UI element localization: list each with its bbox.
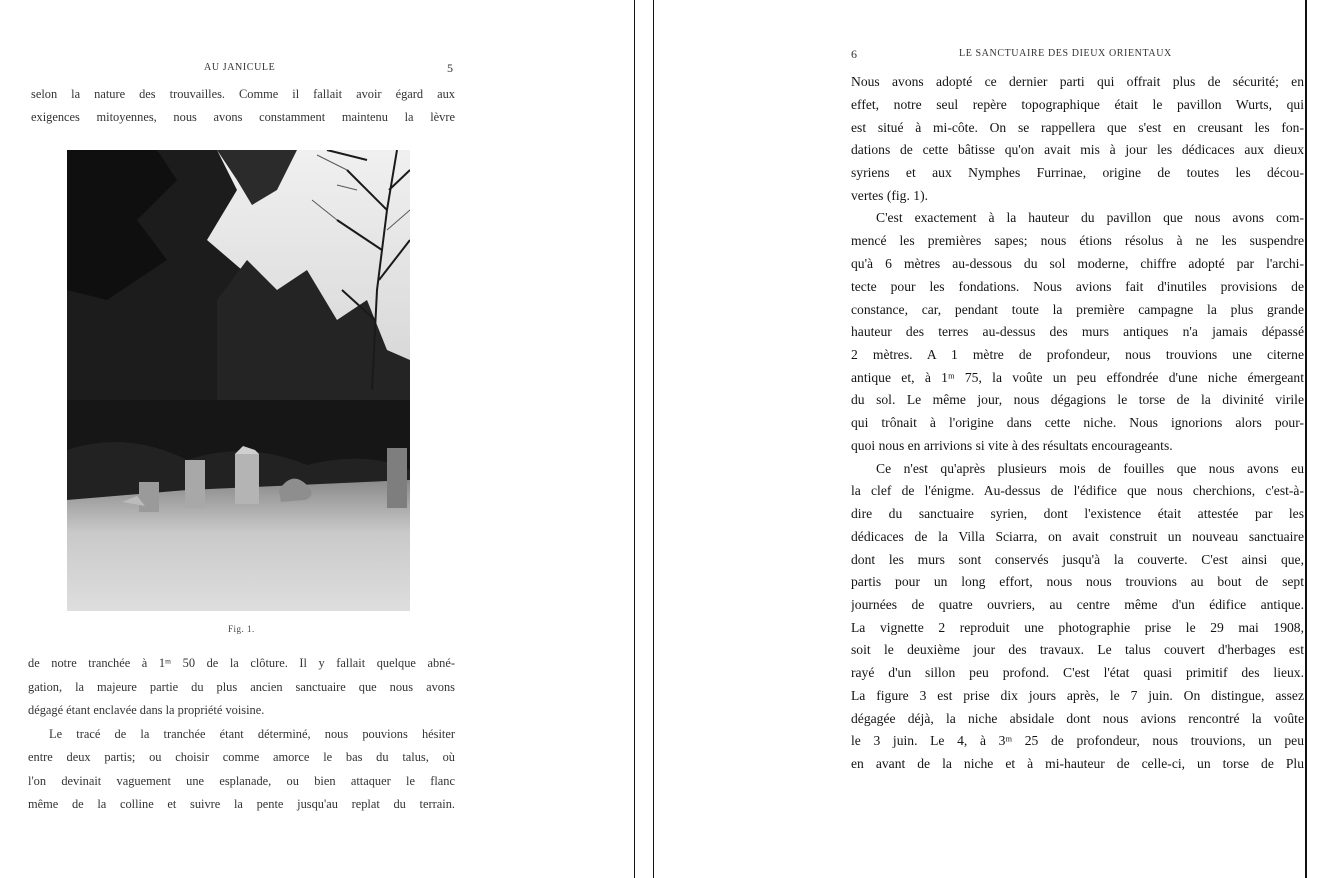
left-text-line: entre deux partis; ou choisir comme amorce le bas du talus, où (28, 750, 455, 764)
figure-caption: Fig. 1. (228, 624, 255, 634)
figure-1-photograph (67, 150, 410, 611)
right-text-line: syriens et aux Nymphes Furrinae, origine de toutes les décou- (851, 165, 1304, 180)
right-page-number: 6 (851, 47, 857, 61)
left-text-line: de notre tranchée à 1ᵐ 50 de la clôture. Il y fallait quelque abné- (28, 656, 455, 670)
right-text-line: Ce n'est qu'après plusieurs mois de fouilles que nous avons eu (876, 461, 1304, 476)
right-text-line: mencé les premières sapes; nous étions résolus à ne les suspendre (851, 233, 1304, 248)
right-text-line: dégagée déjà, la niche absidale dont nous avions rencontré la voûte (851, 711, 1304, 726)
right-text-line: tecte pour les fondations. Nous avions fait d'inutiles provisions de (851, 279, 1304, 294)
right-text-line: le 3 juin. Le 4, à 3ᵐ 25 de profondeur, nous trouvions, un peu (851, 733, 1304, 748)
right-text-line: soit le deuxième jour des travaux. Le talus couvert d'herbages est (851, 642, 1304, 657)
right-text-line: La vignette 2 reproduit une photographie prise le 29 mai 1908, (851, 620, 1304, 635)
book-gutter (635, 0, 653, 878)
right-text-line: C'est exactement à la hauteur du pavillon que nous avons com- (876, 210, 1304, 225)
right-text-line: constance, car, pendant toute la première campagne la plus grande (851, 302, 1304, 317)
right-text-line: Nous avons adopté ce dernier parti qui offrait plus de sécurité; en (851, 74, 1304, 89)
left-page (0, 0, 635, 878)
right-text-line: dations de cette bâtisse qu'on avait mis à jour les dédicaces aux dieux (851, 142, 1304, 157)
right-text-line: La figure 3 est prise dix jours après, le 7 juin. On distingue, assez (851, 688, 1304, 703)
right-text-line: vertes (fig. 1). (851, 188, 929, 203)
left-text-line: dégagé étant enclavée dans la propriété voisine. (28, 703, 265, 717)
right-text-line: dire du sanctuaire syrien, dont l'existence était attestée par les (851, 506, 1304, 521)
right-text-line: effet, notre seul repère topographique était le pavillon Wurts, qui (851, 97, 1304, 112)
left-text-line: selon la nature des trouvailles. Comme il fallait avoir égard aux (31, 87, 455, 101)
right-text-line: hauteur des terres au-dessus des murs antiques n'a jamais dépassé (851, 324, 1304, 339)
right-page (653, 0, 1307, 878)
right-text-line: rayé d'un sillon peu profond. C'est l'état quasi primitif des lieux. (851, 665, 1304, 680)
left-running-head: AU JANICULE (204, 62, 276, 73)
right-text-line: qui trônait à l'origine dans cette niche. Nous ignorions alors pour- (851, 415, 1304, 430)
right-text-line: la clef de l'énigme. Au-dessus de l'édifice que nous cherchions, c'est-à- (851, 483, 1304, 498)
right-text-line: antique et, à 1ᵐ 75, la voûte un peu effondrée d'une niche émergeant (851, 370, 1304, 385)
right-text-line: journées de quatre ouvriers, au centre même d'un édifice antique. (851, 597, 1304, 612)
left-text-line: gation, la majeure partie du plus ancien sanctuaire que nous avons (28, 680, 455, 694)
left-page-number: 5 (447, 61, 453, 75)
right-text-line: qu'à 6 mètres au-dessous du sol moderne, chiffre adopté par l'archi- (851, 256, 1304, 271)
left-text-line: exigences mitoyennes, nous avons constamment maintenu la lèvre (31, 110, 455, 124)
left-text-line: l'on devinait vaguement une esplanade, ou bien attaquer le flanc (28, 774, 455, 788)
right-text-line: du sol. Le même jour, nous dégagions le torse de la divinité virile (851, 392, 1304, 407)
right-text-line: partis pour un long effort, nous nous trouvions au bout de sept (851, 574, 1304, 589)
garden-ruins-photo (67, 150, 410, 611)
right-text-line: 2 mètres. A 1 mètre de profondeur, nous trouvions une citerne (851, 347, 1304, 362)
right-text-line: dont les murs sont conservés jusqu'à la couverte. C'est ainsi que, (851, 552, 1304, 567)
right-text-line: dédicaces de la Villa Sciarra, on avait construit un nouveau sanctuaire (851, 529, 1304, 544)
right-text-line: quoi nous en arrivions si vite à des résultats encourageants. (851, 438, 1173, 453)
left-text-line: Le tracé de la tranchée étant déterminé, nous pouvions hésiter (49, 727, 455, 741)
left-text-line: même de la colline et suivre la pente jusqu'au replat du terrain. (28, 797, 455, 811)
right-running-head: LE SANCTUAIRE DES DIEUX ORIENTAUX (959, 48, 1172, 59)
right-text-line: est situé à mi-côte. On se rappellera que s'est en creusant les fon- (851, 120, 1304, 135)
right-text-line: en avant de la niche et à mi-hauteur de celle-ci, un torse de Plu (851, 756, 1304, 771)
